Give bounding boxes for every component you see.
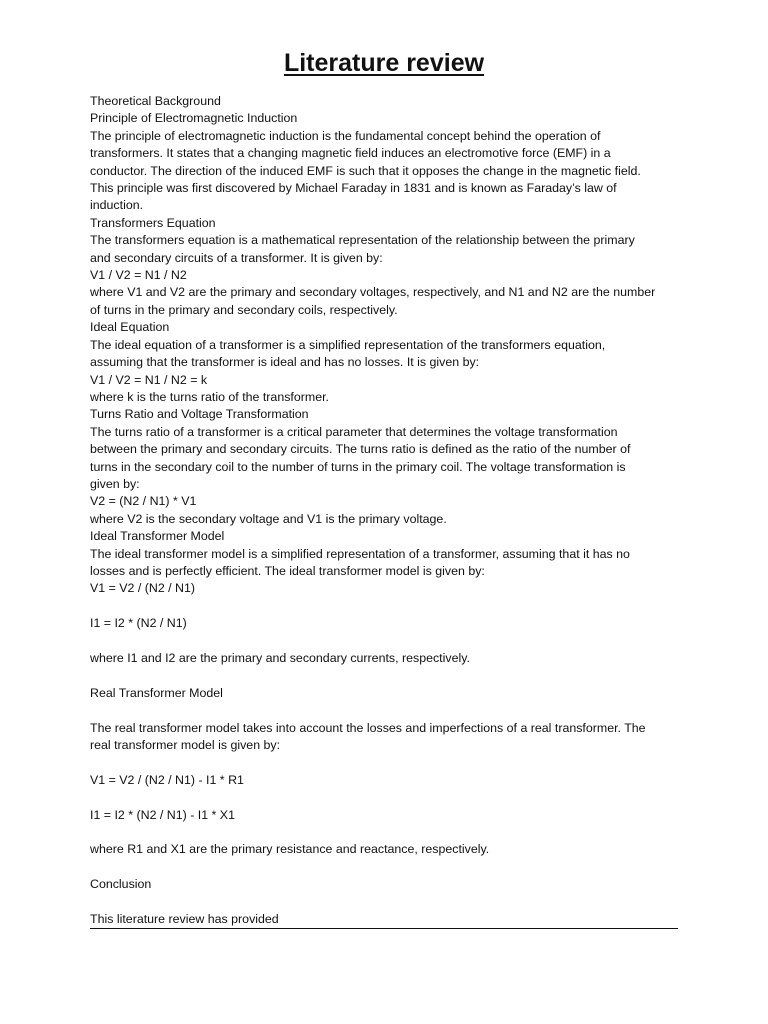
blank-line xyxy=(90,789,680,806)
blank-line xyxy=(90,702,680,719)
text-line: V1 = V2 / (N2 / N1) - I1 * R1 xyxy=(90,772,244,787)
text-line: induction. xyxy=(90,198,144,213)
text-line: I1 = I2 * (N2 / N1) - I1 * X1 xyxy=(90,807,235,822)
text-line: The turns ratio of a transformer is a critical parameter that determines the voltage transformation xyxy=(90,424,618,439)
blank-line xyxy=(90,667,680,684)
text-line: This literature review has provided xyxy=(90,911,279,926)
text-line: V1 / V2 = N1 / N2 = k xyxy=(90,372,208,387)
blank-line xyxy=(90,598,680,615)
text-line: Principle of Electromagnetic Induction xyxy=(90,111,298,126)
blank-line xyxy=(90,894,680,911)
text-line: where k is the turns ratio of the transformer. xyxy=(90,389,329,404)
text-line: where V2 is the secondary voltage and V1 is the primary voltage. xyxy=(90,511,447,526)
text-line: V1 = V2 / (N2 / N1) xyxy=(90,581,196,596)
text-line: real transformer model is given by: xyxy=(90,737,281,752)
document-body xyxy=(90,93,680,928)
text-line: where R1 and X1 are the primary resistance and reactance, respectively. xyxy=(90,842,490,857)
text-line: The principle of electromagnetic induction is the fundamental concept behind the operation of xyxy=(90,128,601,143)
text-line: The ideal transformer model is a simplified representation of a transformer, assuming that it has no xyxy=(90,546,630,561)
text-line: Turns Ratio and Voltage Transformation xyxy=(90,407,309,422)
text-line: losses and is perfectly efficient. The ideal transformer model is given by: xyxy=(90,563,485,578)
document-title: Literature review xyxy=(283,49,485,77)
horizontal-rule xyxy=(90,928,678,929)
text-line: where V1 and V2 are the primary and secondary voltages, respectively, and N1 and N2 are the number xyxy=(90,285,656,300)
text-line: given by: xyxy=(90,476,140,491)
text-line: V1 / V2 = N1 / N2 xyxy=(90,268,187,283)
text-line: The ideal equation of a transformer is a simplified representation of the transformers equation, xyxy=(90,337,606,352)
text-line: Conclusion xyxy=(90,877,152,892)
text-line: and secondary circuits of a transformer. It is given by: xyxy=(90,250,383,265)
text-line: turns in the secondary coil to the number of turns in the primary coil. The voltage transformation is xyxy=(90,459,626,474)
blank-line xyxy=(90,633,680,650)
text-line: where I1 and I2 are the primary and secondary currents, respectively. xyxy=(90,650,470,665)
text-line: of turns in the primary and secondary coils, respectively. xyxy=(90,302,398,317)
blank-line xyxy=(90,754,680,771)
text-line: This principle was first discovered by Michael Faraday in 1831 and is known as Faraday’s law of xyxy=(90,181,617,196)
text-line: conductor. The direction of the induced EMF is such that it opposes the change in the magnetic field. xyxy=(90,163,641,178)
text-line: transformers. It states that a changing magnetic field induces an electromotive force (EMF) in a xyxy=(90,146,611,161)
text-line: Transformers Equation xyxy=(90,215,216,230)
text-line: assuming that the transformer is ideal and has no losses. It is given by: xyxy=(90,355,480,370)
text-line: Ideal Equation xyxy=(90,320,170,335)
text-line: V2 = (N2 / N1) * V1 xyxy=(90,494,197,509)
blank-line xyxy=(90,824,680,841)
text-line: Real Transformer Model xyxy=(90,685,223,700)
blank-line xyxy=(90,859,680,876)
text-line: The transformers equation is a mathematical representation of the relationship between the primary xyxy=(90,233,635,248)
text-line: The real transformer model takes into account the losses and imperfections of a real transformer. The xyxy=(90,720,646,735)
text-line: Ideal Transformer Model xyxy=(90,529,225,544)
text-line: between the primary and secondary circuits. The turns ratio is defined as the ratio of the number of xyxy=(90,442,631,457)
text-line: Theoretical Background xyxy=(90,94,221,108)
text-line: I1 = I2 * (N2 / N1) xyxy=(90,616,187,631)
